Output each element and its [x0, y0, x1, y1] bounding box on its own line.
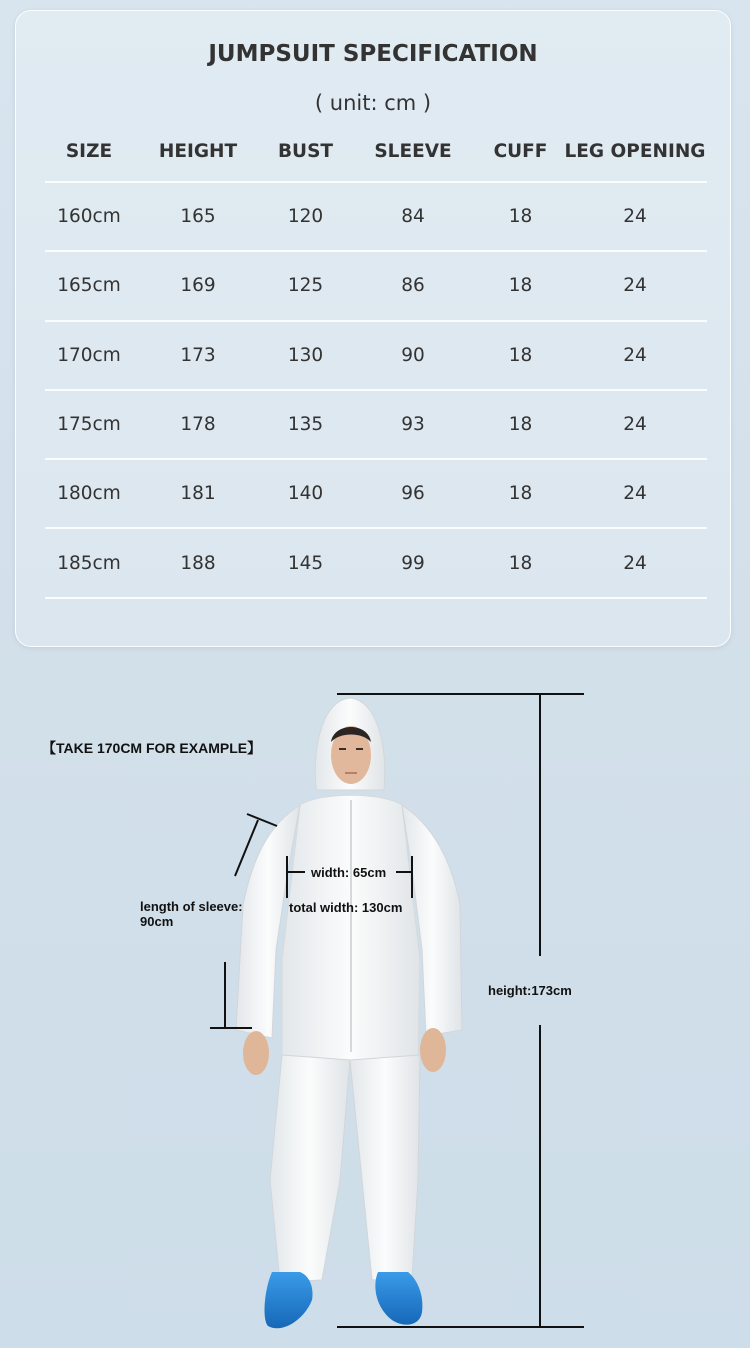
cell-sleeve: 99: [401, 552, 425, 574]
cell-bust: 140: [287, 483, 324, 505]
cell-size: 160cm: [57, 206, 121, 228]
cell-sleeve: 84: [401, 206, 425, 228]
column-header-height: HEIGHT: [158, 140, 238, 162]
right-leg: [350, 1055, 420, 1280]
table-header-row: [45, 121, 707, 183]
column-header-sleeve: SLEEVE: [374, 140, 452, 162]
cell-height: 188: [180, 552, 216, 574]
table-row: [45, 460, 707, 529]
table-row: [45, 529, 707, 598]
sleeve-length-label-line2: 90cm: [140, 914, 174, 929]
cell-height: 178: [180, 414, 216, 436]
cell-size: 175cm: [57, 414, 121, 436]
sleeve-cap: [247, 814, 277, 826]
cell-bust: 145: [287, 552, 324, 574]
column-header-size: SIZE: [65, 140, 113, 162]
width-label: width: 65cm: [311, 865, 387, 880]
column-header-bust: BUST: [277, 140, 334, 162]
spec-table: [45, 121, 707, 599]
table-row: [45, 322, 707, 391]
cell-bust: 120: [287, 206, 324, 228]
right-shoe-cover: [375, 1272, 422, 1325]
left-shoe-cover: [265, 1272, 313, 1328]
cell-sleeve: 86: [401, 275, 425, 297]
cell-cuff: 18: [508, 552, 533, 574]
cell-leg-opening: 24: [623, 275, 647, 297]
cell-size: 185cm: [57, 552, 121, 574]
cell-bust: 130: [287, 344, 324, 366]
cell-height: 169: [180, 275, 216, 297]
cell-sleeve: 90: [401, 344, 425, 366]
cell-sleeve: 96: [401, 483, 425, 505]
sleeve-length-label: [140, 899, 243, 929]
cell-height: 181: [180, 483, 216, 505]
column-header-leg-opening: LEG OPENING: [564, 140, 706, 162]
cell-cuff: 18: [508, 206, 533, 228]
cell-height: 173: [180, 344, 216, 366]
spec-card: [15, 10, 731, 647]
total-width-label: total width: 130cm: [289, 900, 403, 915]
cell-bust: 125: [287, 275, 324, 297]
cell-sleeve: 93: [401, 414, 425, 436]
cell-bust: 135: [287, 414, 324, 436]
jumpsuit-figure: [0, 660, 750, 1348]
cell-height: 165: [180, 206, 216, 228]
height-label: height:173cm: [488, 983, 572, 998]
spec-unit: ( unit: cm ): [314, 91, 432, 115]
table-row: [45, 252, 707, 321]
cell-size: 170cm: [57, 344, 121, 366]
cell-leg-opening: 24: [623, 552, 647, 574]
table-row: [45, 183, 707, 252]
cell-size: 180cm: [57, 483, 121, 505]
cell-leg-opening: 24: [623, 206, 647, 228]
cell-cuff: 18: [508, 414, 533, 436]
table-row: [45, 391, 707, 460]
column-header-cuff: CUFF: [493, 140, 548, 162]
spec-title: JUMPSUIT SPECIFICATION: [208, 41, 538, 67]
cell-cuff: 18: [508, 344, 533, 366]
cell-leg-opening: 24: [623, 344, 647, 366]
cell-size: 165cm: [57, 275, 121, 297]
sleeve-length-label-line1: length of sleeve:: [140, 899, 243, 914]
cell-cuff: 18: [508, 483, 533, 505]
measurement-illustration: [0, 660, 750, 1348]
cell-cuff: 18: [508, 275, 533, 297]
cell-leg-opening: 24: [623, 414, 647, 436]
left-leg: [270, 1055, 350, 1282]
example-label: 【TAKE 170CM FOR EXAMPLE】: [42, 740, 262, 756]
cell-leg-opening: 24: [623, 483, 647, 505]
